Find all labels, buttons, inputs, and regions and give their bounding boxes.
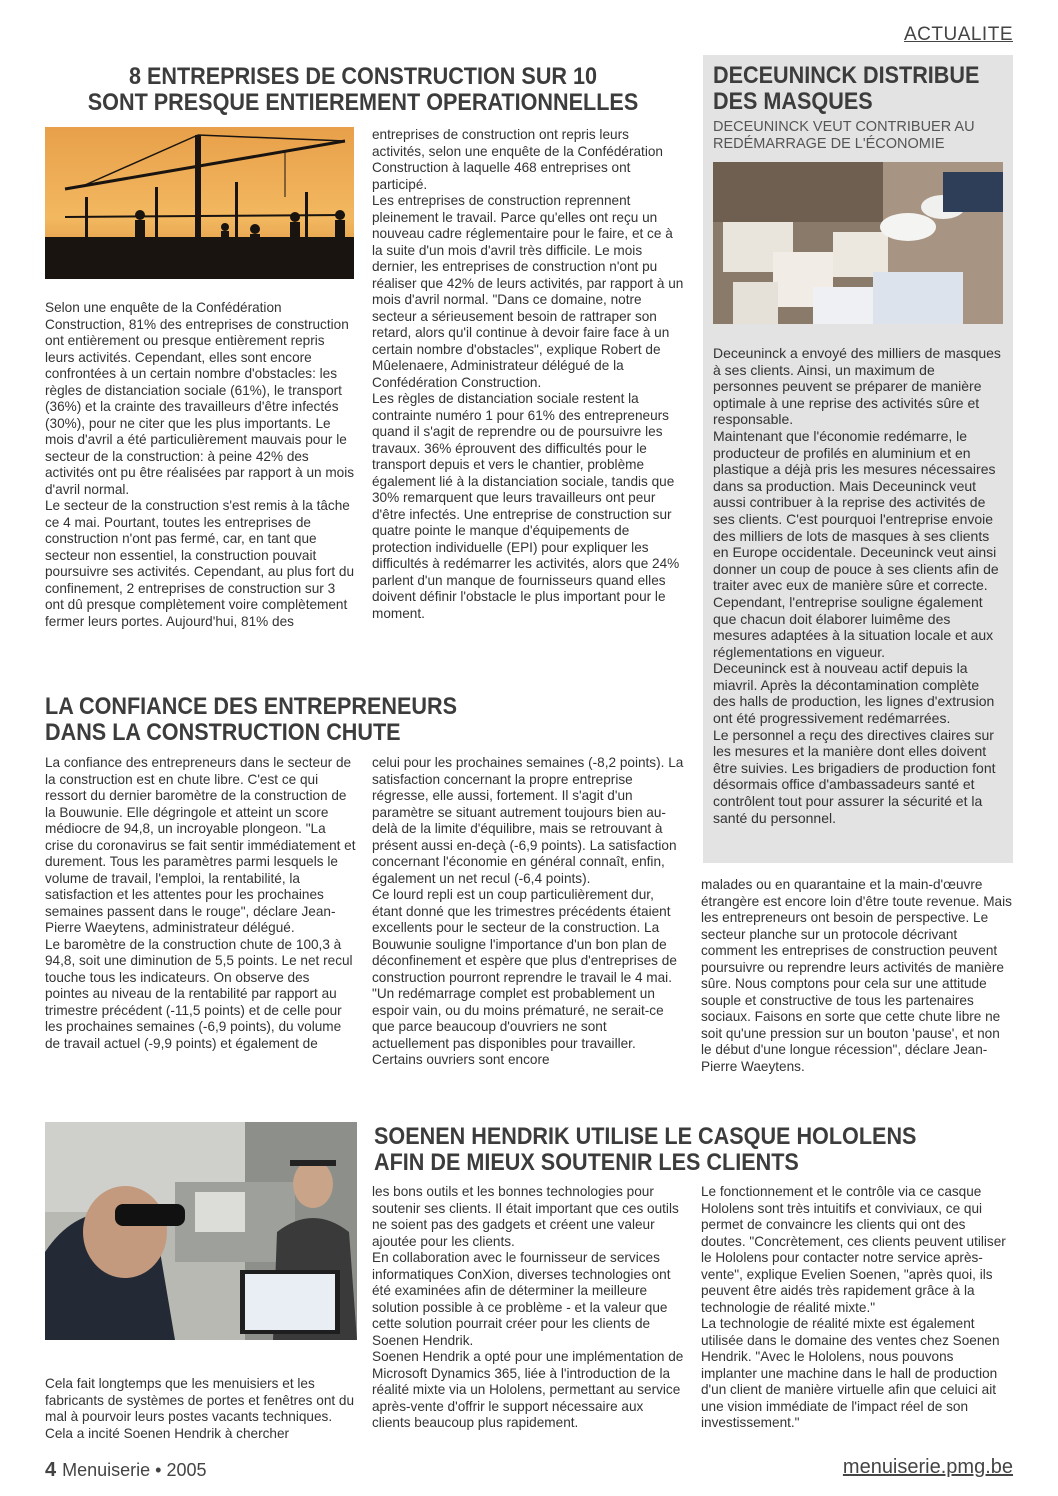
sidebar-title-line2: DES MASQUES	[713, 88, 873, 115]
article3-column3	[701, 1184, 1013, 1432]
sidebar-title-line1: DECEUNINCK DISTRIBUE	[713, 62, 980, 89]
article1-title-line1: 8 ENTREPRISES DE CONSTRUCTION SUR 10	[128, 63, 598, 90]
article3-column1-text: Cela fait longtemps que les menuisiers et les fabricants de systèmes de portes et fenêtres ont du mal à pourvoir leurs postes vacants techniques. Cela a incité Soenen Hendrik à chercher	[45, 1376, 355, 1441]
article3-title-line2: AFIN DE MIEUX SOUTENIR LES CLIENTS	[374, 1149, 799, 1176]
article1-title-line2: SONT PRESQUE ENTIEREMENT OPERATIONNELLES	[87, 89, 639, 116]
article2-column2-text: celui pour les prochaines semaines (-8,2 points). La satisfaction concernant la propre entreprise régresse, elle aussi, fortement. Il s'agit d'un paramètre se situant autrement toujours bien au-delà de la limite d'équilibre, mais se retrouvant à présent aussi en-deçà (-6,9 points). La satisfaction concernant l'économie en général connaît, enfin, également un net recul (-6,4 points). Ce lourd repli est un coup particulièrement dur, étant donné que les trimestres précédents étaient excellents pour le secteur de la construction. La Bouwunie souligne l'importance d'un bon plan de déconfinement et espère que plus d'entreprises de construction pourront reprendre le travail le 4 mai. "Un redémarrage complet est probablement un espoir vain, ou du moins prématuré, ne serait-ce que parce beaucoup d'ouvriers ne sont actuellement pas disponibles pour travailler. Certains ouvriers sont encore	[372, 755, 684, 1067]
article2-column1-text: La confiance des entrepreneurs dans le secteur de la construction est en chute libre. C'est ce qui ressort du dernier baromètre de la construction de la Bouwunie. Elle dégringole et atteint un score médiocre de 94,8, un incroyable plongeon. "La crise du coronavirus se fait sentir immédiatement et durement. Tous les paramètres parmi lesquels le volume de travail, l'emploi, la rentabilité, la satisfaction et les attentes pour les prochaines semaines passent dans le rouge", déclare Jean-Pierre Waeytens, administrateur délégué. Le baromètre de la construction chute de 100,3 à 94,8, soit une diminution de 5,5 points. Le net recul touche tous les indicateurs. On observe des pointes au niveau de la rentabilité par rapport au trimestre précédent (-11,5 points) et de celle pour les prochaines semaines (-6,9 points), du volume de travail actuel (-9,9 points) et également de	[45, 755, 356, 1051]
article2-column3-text: malades ou en quarantaine et la main-d'œuvre étrangère est encore loin d'être toute revenue. Mais les entrepreneurs ont besoin de perspective. Le secteur planche sur un protocole décrivant comment les entreprises de construction peuvent poursuivre ou reprendre leurs activités de manière sûre. Nous comptons pour cela sur une attitude souple et constructive de tous les partenaires sociaux. Faisons en sorte que cette chute libre ne soit qu'une pression sur un bouton 'pause', et non le début d'une longue récession", déclare Jean-Pierre Waeytens.	[701, 877, 1012, 1074]
article2-title	[45, 694, 503, 746]
article3-column2-text: les bons outils et les bonnes technologies pour soutenir ses clients. Il était important que ces outils ne soient pas des gadgets et créent une valeur ajoutée pour les clients. En collaboration avec le fournisseur de services informatiques ConXion, diverses technologies ont été examinées afin de déterminer la meilleure solution possible à ce problème - et la valeur que cette solution pourrait créer pour les clients de Soenen Hendrik. Soenen Hendrik a opté pour une implémentation de Microsoft Dynamics 365, liée à l'introduction de la réalité mixte via un Hololens, permettant au service après-vente d'offrir le support nécessaire aux clients beaucoup plus rapidement.	[372, 1184, 684, 1430]
website-link[interactable]: menuiserie.pmg.be	[842, 1456, 1013, 1478]
sidebar-box	[703, 55, 1013, 863]
article1-column2	[372, 127, 684, 622]
section-tag: ACTUALITE	[903, 24, 1013, 45]
article3-column3-text: Le fonctionnement et le contrôle via ce casque Hololens sont très intuitifs et conviviaux, ce qui permet de convaincre les clients qui ont des doutes. "Concrètement, ces clients peuvent utiliser le Hololens pour contacter notre service après-vente", explique Evelien Soenen, "après quoi, ils peuvent être aidés très rapidement grâce à la technologie de réalité mixte." La technologie de réalité mixte est également utilisée dans le domaine des ventes chez Soenen Hendrik. "Avec le Hololens, nous pouvons implanter une machine dans le hall de production d'un client de manière virtuelle afin que celuici ait une vision immédiate de l'impact réel de son investissement."	[701, 1184, 1006, 1430]
article2-column1	[45, 755, 357, 1052]
sidebar-body-text: Deceuninck a envoyé des milliers de masques à ses clients. Ainsi, un maximum de personnes peuvent se préparer de manière optimale à une reprise des activités sûre et responsable. Maintenant que l'économie redémarre, le producteur de profilés en aluminium et en plastique a déjà pris les mesures nécessaires dans sa production. Mais Deceuninck veut aussi contribuer à la reprise des activités de ses clients. C'est pourquoi l'entreprise envoie des milliers de lots de masques à ses clients en Europe occidentale. Deceuninck veut ainsi donner un coup de pouce à ses clients afin de traiter avec eux de manière sûre et correcte. Cependant, l'entreprise souligne également que chacun doit élaborer luimême des mesures adaptées à la situation locale et aux réglementations en vigueur. Deceuninck est à nouveau actif depuis la miavril. Après la décontamination complète des halls de production, les lignes d'extrusion ont été progressivement redémarrées. Le personnel a reçu des directives claires sur les mesures et la manière dont elles doivent être suivies. Les brigadiers de production font désormais office d'ambassadeurs santé et contrôlent tout pour assurer la sécurité et la santé du personnel.	[713, 345, 1001, 826]
article2-title-line1: LA CONFIANCE DES ENTREPRENEURS	[45, 693, 458, 720]
article1-column1	[45, 300, 357, 630]
sidebar-subtitle: DECEUNINCK VEUT CONTRIBUER AU REDÉMARRAGE DE L'ÉCONOMIE	[713, 119, 975, 152]
masks-boxes-photo	[713, 162, 1003, 324]
sidebar-title	[713, 63, 1009, 115]
sidebar-body	[713, 345, 1003, 826]
crane-silhouette-photo	[45, 127, 354, 279]
article2-title-line2: DANS LA CONSTRUCTION CHUTE	[45, 719, 401, 746]
article3-column2	[372, 1184, 684, 1432]
page-footer-left	[45, 1459, 207, 1482]
hololens-photo	[45, 1122, 357, 1340]
article1-column2-text: entreprises de construction ont repris leurs activités, selon une enquête de la Confédération Construction à laquelle 468 entreprises ont participé. Les entreprises de construction reprennent pleinement le travail. Parce qu'elles ont reçu un nouveau cadre réglementaire pour le faire, et ce à la suite d'un mois d'avril très difficile. Le mois dernier, les entreprises de construction n'ont pu réaliser que 42% de leurs activités, par rapport à un mois d'avril normal. "Dans ce domaine, notre secteur a sérieusement besoin de rattraper son retard, alors qu'il continue à devoir faire face à un certain nombre d'obstacles", explique Robert de Mûelenaere, Administrateur délégué de la Confédération Construction. Les règles de distanciation sociale restent la contrainte numéro 1 pour 61% des entrepreneurs quand il s'agit de reprendre ou de poursuivre les travaux. 36% éprouvent des difficultés pour le transport depuis et vers le chantier, problème également lié à la distanciation sociale, tandis que 30% remarquent que leurs travailleurs ont peur d'être infectés. Une entreprise de construction sur quatre pointe le manque d'équipements de protection individuelle (EPI) pour expliquer les difficultés à redémarrer les activités, alors que 24% parlent d'un manque de fournisseurs quand elles doivent définir l'obstacle le plus important pour le moment.	[372, 127, 684, 621]
article3-column1	[45, 1376, 357, 1442]
article1-column1-text: Selon une enquête de la Confédération Construction, 81% des entreprises de construction ont entièrement ou presque entièrement repris leurs activités. Cependant, elles sont encore confrontées à un certain nombre d'obstacles: les règles de distanciation sociale (61%), le transport (36%) et la crainte des travailleurs d'être infectés (30%), pour ne citer que les plus importants. Le mois d'avril a été particulièrement mauvais pour le secteur de la construction: à peine 42% des activités ont pu être réalisées par rapport à un mois d'avril normal. Le secteur de la construction s'est remis à la tâche ce 4 mai. Pourtant, toutes les entreprises de construction n'ont pas fermé, car, en tant que secteur non essentiel, la construction pouvait poursuivre ses activités. Cependant, au plus fort du confinement, 2 entreprises de construction sur 3 ont dû presque complètement voire complètement fermer leurs portes. Aujourd'hui, 81% des	[45, 300, 355, 629]
article3-title-line1: SOENEN HENDRIK UTILISE LE CASQUE HOLOLENS	[374, 1123, 917, 1150]
article2-column2	[372, 755, 684, 1069]
article1-title	[45, 64, 681, 116]
publication-name: Menuiserie • 2005	[62, 1460, 207, 1480]
article2-column3	[701, 877, 1013, 1075]
article3-title	[374, 1124, 977, 1176]
page-number: 4	[45, 1459, 57, 1481]
